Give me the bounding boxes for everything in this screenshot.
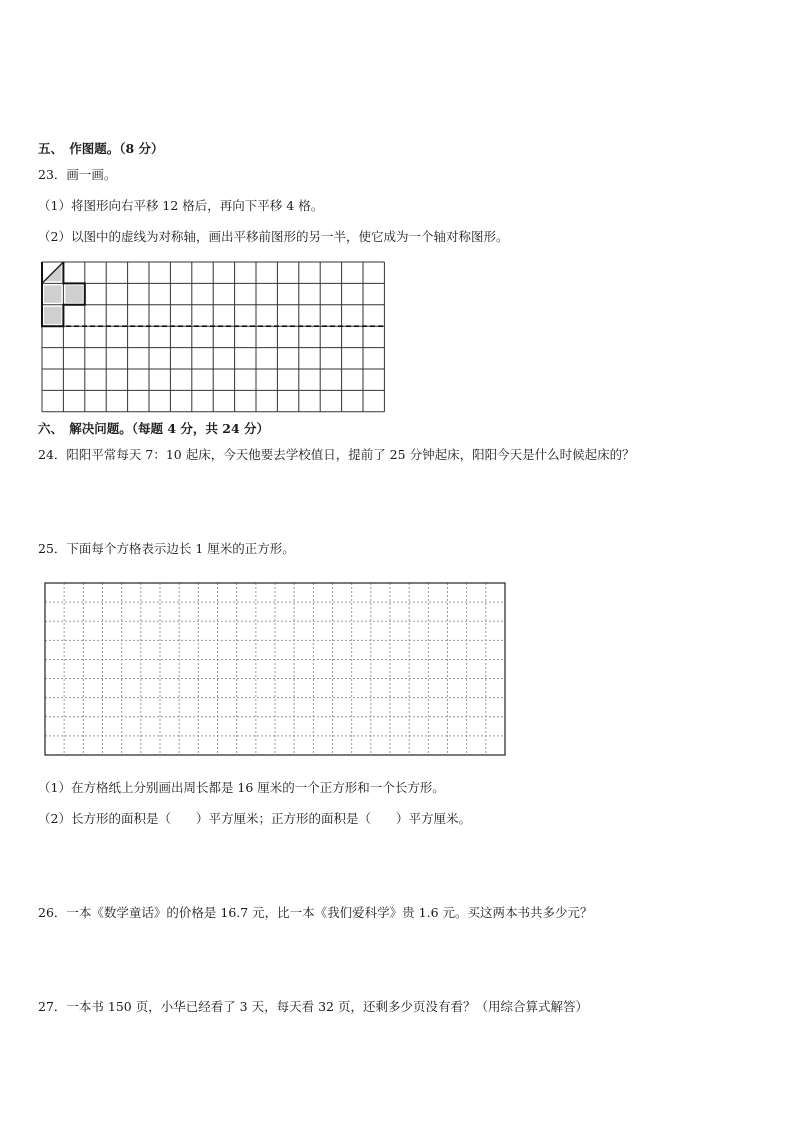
shaded-cell bbox=[44, 285, 61, 302]
section-6-heading: 六、 解决问题。（每题 4 分，共 24 分） bbox=[38, 421, 270, 436]
square-centimeter-grid-svg bbox=[44, 582, 508, 758]
square-centimeter-grid bbox=[44, 582, 508, 758]
translation-grid-svg bbox=[41, 261, 389, 413]
shaded-cell bbox=[44, 307, 61, 324]
section-5-heading: 五、 作图题。（8 分） bbox=[38, 141, 164, 156]
question-25-title: 25．下面每个方格表示边长 1 厘米的正方形。 bbox=[38, 541, 295, 556]
question-27: 27．一本书 150 页，小华已经看了 3 天，每天看 32 页，还剩多少页没有看？（用综合算式解答） bbox=[38, 999, 588, 1014]
question-25-part-2: （2）长方形的面积是（ ）平方厘米；正方形的面积是（ ）平方厘米。 bbox=[38, 811, 471, 826]
question-23-part-1: （1）将图形向右平移 12 格后，再向下平移 4 格。 bbox=[38, 198, 324, 213]
shaded-cell bbox=[65, 285, 82, 302]
translation-grid bbox=[41, 261, 389, 413]
question-23-title: 23．画一画。 bbox=[38, 167, 117, 182]
question-23-part-2: （2）以图中的虚线为对称轴，画出平移前图形的另一半，使它成为一个轴对称图形。 bbox=[38, 229, 509, 244]
question-26: 26．一本《数学童话》的价格是 16.7 元，比一本《我们爱科学》贵 1.6 元。买这两本书共多少元？ bbox=[38, 905, 593, 920]
question-24: 24．阳阳平常每天 7：10 起床，今天他要去学校值日，提前了 25 分钟起床，阳阳今天是什么时候起床的？ bbox=[38, 447, 635, 462]
question-25-part-1: （1）在方格纸上分别画出周长都是 16 厘米的一个正方形和一个长方形。 bbox=[38, 780, 445, 795]
